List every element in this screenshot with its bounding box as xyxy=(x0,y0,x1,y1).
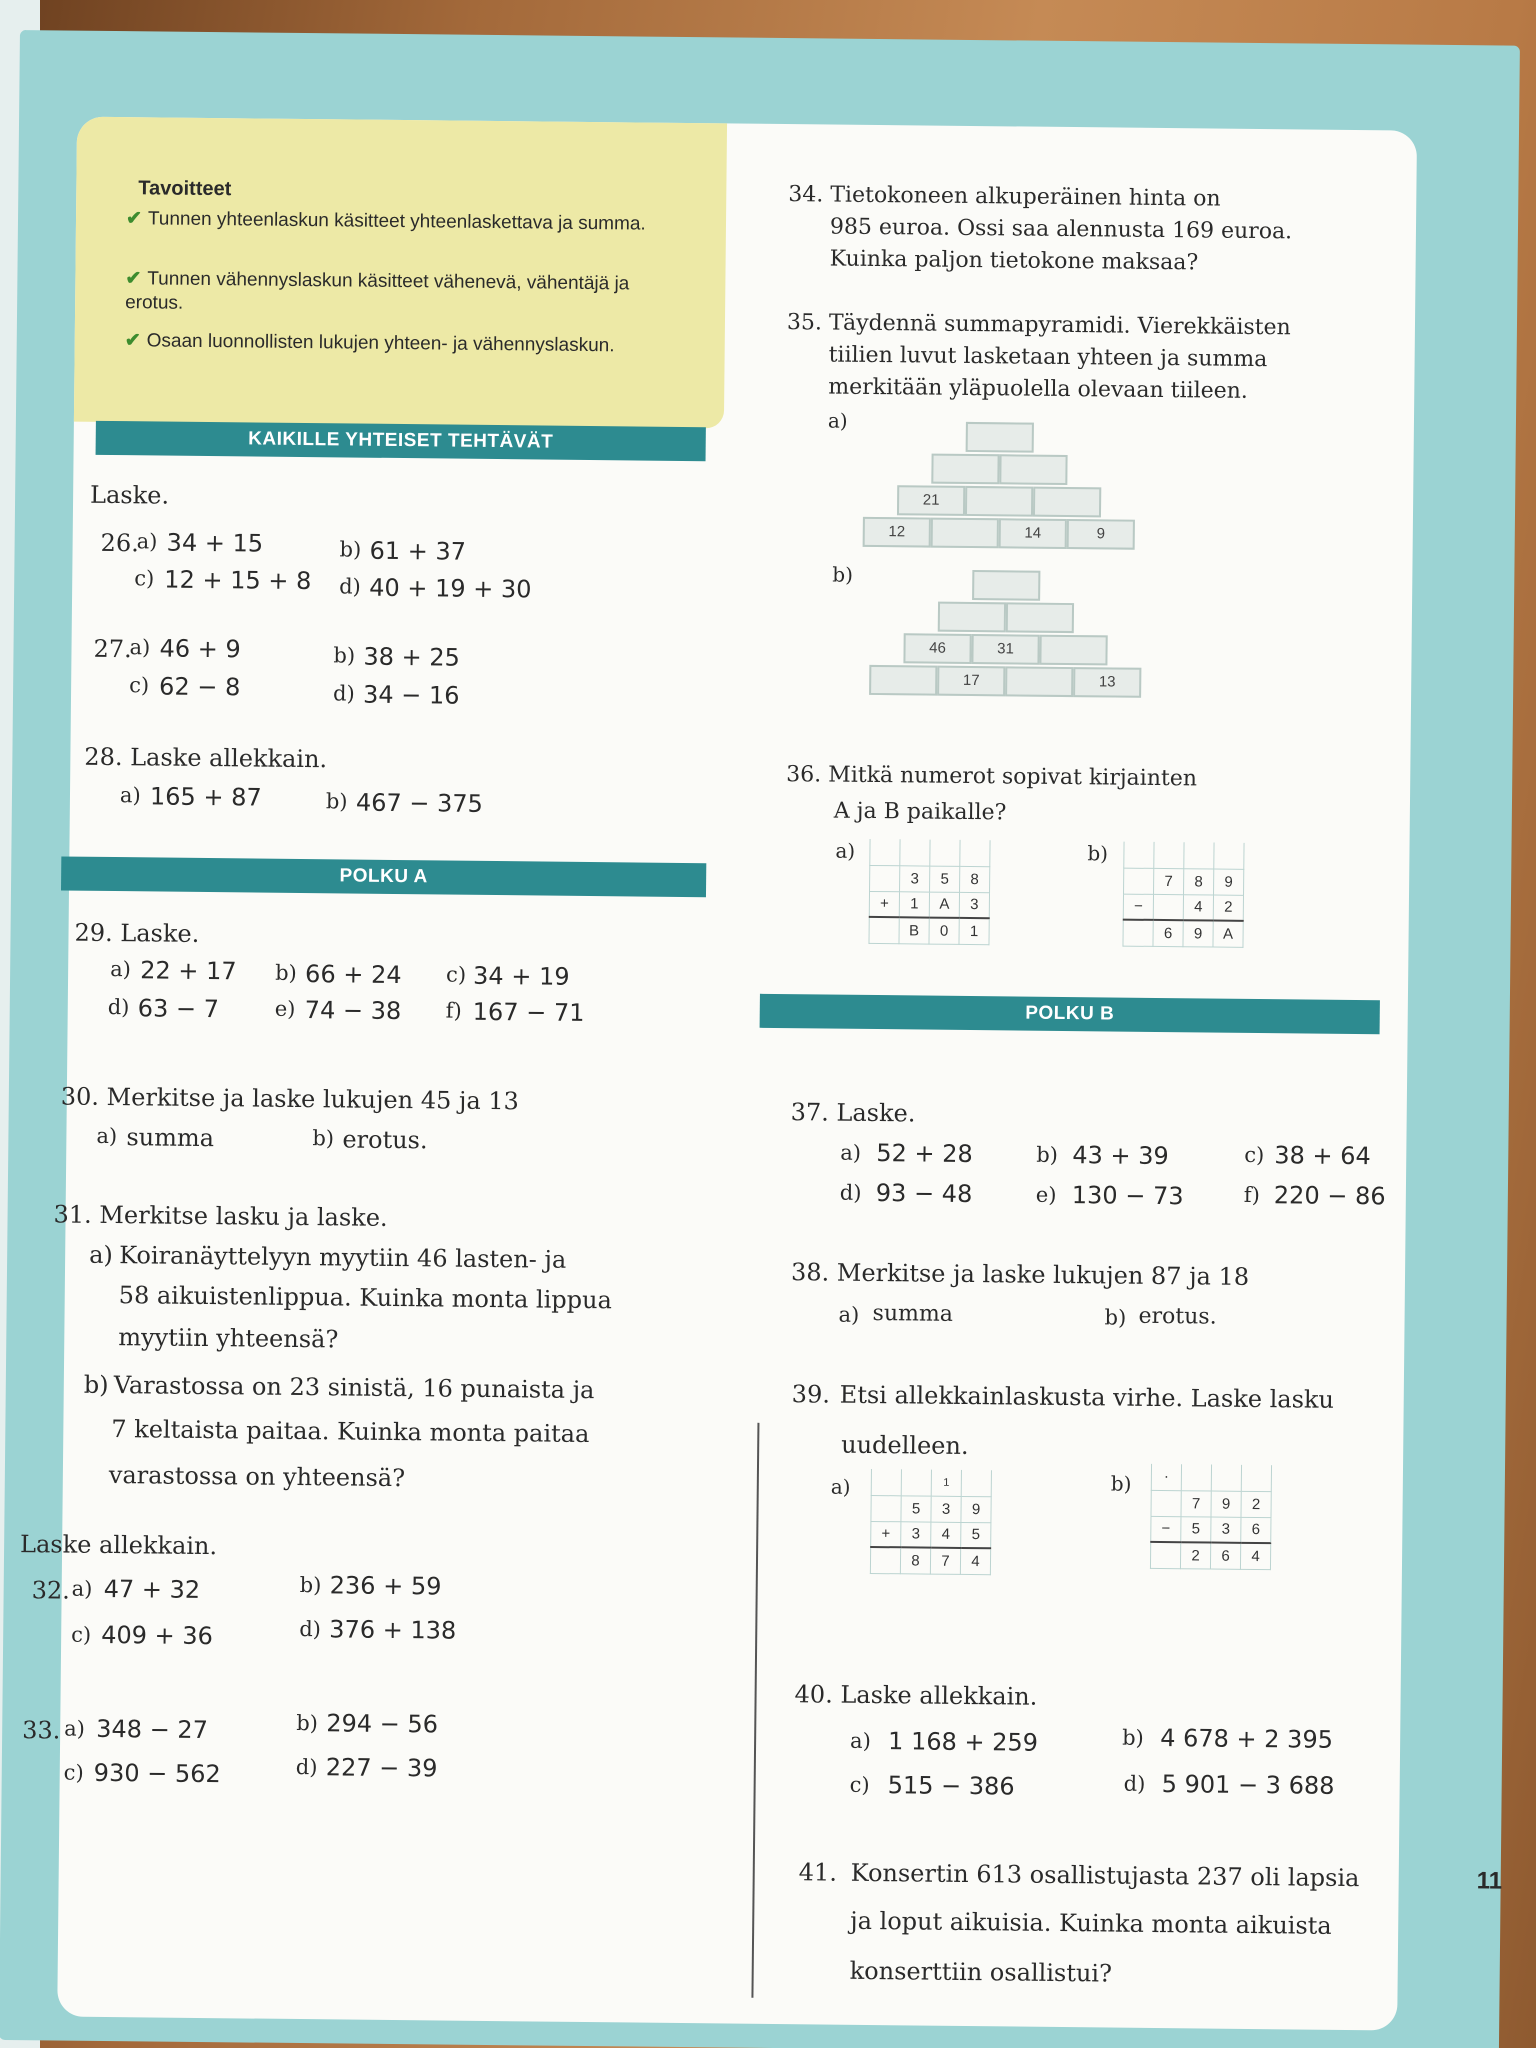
expression: 294 − 56 xyxy=(326,1709,439,1739)
check-icon: ✔ xyxy=(125,268,142,290)
expression: 165 + 87 xyxy=(149,782,262,812)
laske-allekkain-heading: Laske allekkain. xyxy=(19,1530,218,1561)
expression: 38 + 25 xyxy=(363,642,461,672)
grid-cell: − xyxy=(1151,1516,1181,1542)
common-tasks-band: KAIKILLE YHTEISET TEHTÄVÄT xyxy=(96,421,706,461)
pyramid-brick[interactable] xyxy=(999,454,1067,485)
item-label: b) xyxy=(339,537,362,562)
expression: 167 − 71 xyxy=(472,997,585,1027)
goal-item xyxy=(125,329,685,359)
grid-cell: 9 xyxy=(1214,869,1244,895)
item-text: 58 aikuistenlippua. Kuinka monta lippua xyxy=(118,1281,613,1315)
laske-heading: Laske. xyxy=(89,480,170,510)
column-addition-error-grid-a xyxy=(870,1469,992,1575)
item-label: a) xyxy=(136,529,158,554)
item-label: d) xyxy=(107,994,130,1020)
item-text: Tietokoneen alkuperäinen hinta on xyxy=(830,182,1221,212)
expression: 34 + 15 xyxy=(166,528,264,558)
expression: 5 901 − 3 688 xyxy=(1161,1770,1335,1800)
item-label: c) xyxy=(1244,1142,1265,1168)
grid-cell: 5 xyxy=(1181,1516,1211,1542)
grid-cell xyxy=(1154,842,1184,868)
grid-cell: 6 xyxy=(1241,1517,1271,1543)
grid-cell: 6 xyxy=(1210,1543,1240,1569)
grid-cell: 9 xyxy=(1211,1491,1241,1517)
problem-number: 39. xyxy=(791,1380,831,1409)
item-label: c) xyxy=(71,1622,92,1647)
item-text: Koiranäyttelyyn myytiin 46 lasten- ja xyxy=(119,1241,567,1274)
item-label: b) xyxy=(1087,841,1109,866)
expression: 43 + 39 xyxy=(1072,1141,1169,1171)
expression: 34 + 19 xyxy=(472,961,570,991)
problem-title: 28. Laske allekkain. xyxy=(84,742,328,774)
grid-cell: + xyxy=(871,1521,901,1547)
grid-cell xyxy=(1181,1464,1211,1490)
expression: 1 168 + 259 xyxy=(887,1727,1039,1757)
item-text: A ja B paikalle? xyxy=(833,798,1007,826)
grid-cell: + xyxy=(869,891,899,917)
item-label: a) xyxy=(64,1716,86,1741)
expression: 220 − 86 xyxy=(1273,1181,1386,1211)
item-label: a) xyxy=(850,1728,871,1754)
grid-cell xyxy=(961,1470,991,1496)
problem-title: 38. Merkitse ja laske lukujen 87 ja 18 xyxy=(790,1258,1250,1291)
grid-cell: 9 xyxy=(1183,920,1213,946)
pyramid-brick[interactable] xyxy=(1039,635,1107,666)
item-label: d) xyxy=(332,681,355,706)
pyramid-brick[interactable]: 31 xyxy=(971,634,1039,665)
item-text: summa xyxy=(126,1123,215,1153)
pyramid-brick[interactable]: 46 xyxy=(903,633,971,664)
item-label: b) xyxy=(275,960,297,985)
item-text: summa xyxy=(872,1300,954,1327)
item-text: Kuinka paljon tietokone maksaa? xyxy=(829,246,1199,276)
grid-cell xyxy=(871,1495,901,1521)
problem-number: 36. xyxy=(786,762,822,788)
item-label: f) xyxy=(1243,1182,1260,1208)
problem-number: 32. xyxy=(31,1576,70,1605)
grid-cell: 4 xyxy=(960,1548,990,1574)
expression: 38 + 64 xyxy=(1274,1141,1371,1171)
grid-cell xyxy=(1124,868,1154,894)
item-text: varastossa on yhteensä? xyxy=(108,1461,406,1493)
item-text: Varastossa on 23 sinistä, 16 punaista ja xyxy=(113,1371,595,1405)
item-text: ja loput aikuisia. Kuinka monta aikuista xyxy=(850,1906,1332,1940)
expression: 227 − 39 xyxy=(325,1753,438,1783)
item-label: a) xyxy=(71,1576,93,1601)
expression: 22 + 17 xyxy=(140,956,237,986)
grid-cell: 2 xyxy=(1213,895,1243,921)
grid-cell: 5 xyxy=(961,1522,991,1548)
pyramid-brick[interactable] xyxy=(1005,666,1073,697)
item-label: e) xyxy=(274,996,296,1021)
pyramid-brick[interactable] xyxy=(869,665,937,696)
expression: 930 − 562 xyxy=(93,1758,221,1789)
goal-text: Tunnen yhteenlaskun käsitteet yhteenlaskettava ja summa. xyxy=(147,208,646,235)
grid-cell: 1 xyxy=(931,1470,961,1496)
item-label: b) xyxy=(299,1573,322,1598)
expression: 236 + 59 xyxy=(329,1571,442,1601)
grid-cell: 3 xyxy=(931,1496,961,1522)
item-label: a) xyxy=(89,1240,113,1270)
column-addition-grid-a xyxy=(868,839,990,945)
item-text: myytiin yhteensä? xyxy=(118,1323,339,1354)
item-label: b) xyxy=(1110,1471,1132,1496)
grid-cell: 0 xyxy=(929,918,959,944)
pyramid-brick[interactable] xyxy=(966,422,1034,453)
expression: 46 + 9 xyxy=(159,634,241,664)
grid-cell: 8 xyxy=(1184,868,1214,894)
expression: 12 + 15 + 8 xyxy=(164,565,312,596)
goal-item xyxy=(126,207,686,237)
problem-title: 29. Laske. xyxy=(74,918,200,948)
grid-cell: 8 xyxy=(900,1547,930,1573)
item-label: b) xyxy=(1036,1142,1059,1167)
path-b-band: POLKU B xyxy=(760,994,1380,1034)
item-text: erotus. xyxy=(342,1125,428,1155)
grid-cell xyxy=(870,1547,900,1573)
grid-cell: 7 xyxy=(1154,868,1184,894)
expression: 40 + 19 + 30 xyxy=(369,573,532,604)
expression: 74 − 38 xyxy=(304,996,402,1026)
grid-cell: − xyxy=(1123,894,1153,920)
grid-cell: 5 xyxy=(930,866,960,892)
grid-cell xyxy=(870,865,900,891)
pyramid-brick[interactable] xyxy=(1033,487,1101,518)
item-label: b) xyxy=(1104,1305,1127,1330)
item-label: a) xyxy=(835,838,856,863)
item-label: b) xyxy=(1122,1725,1144,1750)
grid-cell xyxy=(960,840,990,866)
item-label: b) xyxy=(325,789,348,814)
item-text: tiilien luvut lasketaan yhteen ja summa xyxy=(828,342,1268,373)
pyramid-brick[interactable] xyxy=(931,518,999,549)
page-number: 11 xyxy=(1476,1867,1503,1895)
problem-number: 34. xyxy=(788,182,824,208)
problem-number: 26. xyxy=(100,528,139,558)
item-label: a) xyxy=(830,1474,851,1499)
problem-title: 31. Merkitse lasku ja laske. xyxy=(53,1200,388,1232)
grid-cell: 2 xyxy=(1180,1542,1210,1568)
grid-cell: · xyxy=(1151,1464,1181,1490)
item-text: 985 euroa. Ossi saa alennusta 169 euroa. xyxy=(829,214,1293,245)
pyramid-brick[interactable] xyxy=(965,486,1033,517)
grid-cell xyxy=(1211,1465,1241,1491)
grid-cell xyxy=(1151,1490,1181,1516)
goal-text: Osaan luonnollisten lukujen yhteen- ja vähennyslaskun. xyxy=(146,330,615,357)
grid-cell: B xyxy=(899,917,929,943)
grid-cell xyxy=(1153,894,1183,920)
item-label: c) xyxy=(446,962,467,987)
item-label: d) xyxy=(299,1617,322,1642)
item-text: Etsi allekkainlaskusta virhe. Laske lasku xyxy=(839,1380,1335,1414)
grid-cell: A xyxy=(1213,921,1243,947)
item-label: a) xyxy=(96,1123,118,1149)
expression: 61 + 37 xyxy=(369,536,467,566)
grid-cell xyxy=(1124,842,1154,868)
item-label: d) xyxy=(839,1180,862,1205)
item-label: b) xyxy=(832,562,854,587)
item-label: a) xyxy=(827,408,848,433)
item-text: merkitään yläpuolella olevaan tiileen. xyxy=(828,374,1249,404)
grid-cell xyxy=(869,917,899,943)
grid-cell: 4 xyxy=(1240,1543,1270,1569)
grid-cell xyxy=(871,1469,901,1495)
check-icon: ✔ xyxy=(125,208,143,230)
item-label: c) xyxy=(849,1772,870,1797)
expression: 376 + 138 xyxy=(329,1615,457,1645)
grid-cell xyxy=(1150,1542,1180,1568)
item-label: b) xyxy=(296,1710,319,1736)
expression: 47 + 32 xyxy=(103,1574,201,1604)
expression: 93 − 48 xyxy=(875,1179,973,1209)
goal-text: Tunnen vähennyslaskun käsitteet vähenevä, vähentäjä ja erotus. xyxy=(125,268,630,314)
pyramid-brick[interactable]: 17 xyxy=(937,666,1005,697)
path-a-band: POLKU A xyxy=(61,856,706,897)
grid-cell xyxy=(930,840,960,866)
goal-item xyxy=(125,267,685,321)
expression: 62 − 8 xyxy=(158,672,241,702)
grid-cell: 9 xyxy=(961,1496,991,1522)
problem-title: 30. Merkitse ja laske lukujen 45 ja 13 xyxy=(60,1082,520,1116)
item-text: uudelleen. xyxy=(841,1430,969,1461)
grid-cell: 3 xyxy=(901,1521,931,1547)
problem-title: 37. Laske. xyxy=(790,1098,916,1128)
grid-cell xyxy=(1241,1465,1271,1491)
pyramid-brick[interactable] xyxy=(1006,602,1074,633)
goals-box xyxy=(74,117,727,429)
item-label: e) xyxy=(1035,1182,1057,1207)
expression: 515 − 386 xyxy=(887,1771,1015,1801)
grid-cell: 4 xyxy=(1183,894,1213,920)
grid-cell: 7 xyxy=(1181,1490,1211,1516)
item-label: a) xyxy=(840,1140,862,1165)
item-label: b) xyxy=(333,643,356,668)
grid-cell xyxy=(1184,842,1214,868)
pyramid-brick[interactable] xyxy=(972,570,1040,601)
pyramid-brick[interactable] xyxy=(938,602,1006,633)
expression: 34 − 16 xyxy=(362,680,460,710)
item-label: a) xyxy=(119,783,141,808)
item-label: f) xyxy=(445,998,462,1023)
expression: 66 + 24 xyxy=(304,960,402,990)
problem-title: 40. Laske allekkain. xyxy=(794,1680,1038,1711)
workbook-page xyxy=(0,30,1520,2048)
item-label: b) xyxy=(312,1126,335,1151)
check-icon: ✔ xyxy=(124,330,141,352)
expression: 348 − 27 xyxy=(96,1714,209,1745)
grid-cell: 3 xyxy=(900,865,930,891)
pyramid-brick[interactable]: 14 xyxy=(999,518,1067,549)
expression: 467 − 375 xyxy=(355,788,484,818)
pyramid-brick[interactable]: 12 xyxy=(863,517,931,548)
item-text: konserttiin osallistui? xyxy=(849,1956,1113,1988)
item-text: erotus. xyxy=(1138,1303,1217,1330)
grid-cell: 4 xyxy=(931,1522,961,1548)
problem-number: 35. xyxy=(786,310,823,336)
expression: 409 + 36 xyxy=(101,1620,214,1651)
expression: 63 − 7 xyxy=(137,994,220,1024)
grid-cell: A xyxy=(929,892,959,918)
grid-cell: 8 xyxy=(960,866,990,892)
item-label: c) xyxy=(63,1760,84,1785)
grid-cell xyxy=(1214,843,1244,869)
item-label: c) xyxy=(129,673,150,698)
grid-cell: 1 xyxy=(959,918,989,944)
item-label: d) xyxy=(1123,1771,1146,1796)
problem-number: 33. xyxy=(22,1716,61,1745)
item-label: a) xyxy=(110,956,132,982)
item-label: a) xyxy=(838,1302,860,1327)
grid-cell xyxy=(1123,920,1153,946)
pyramid-brick[interactable]: 9 xyxy=(1067,519,1135,550)
grid-cell: 7 xyxy=(930,1548,960,1574)
item-label: d) xyxy=(339,574,361,599)
expression: 4 678 + 2 395 xyxy=(1160,1724,1334,1754)
problem-number: 27. xyxy=(93,634,132,664)
grid-cell: 3 xyxy=(1211,1517,1241,1543)
item-text: Täydennä summapyramidi. Vierekkäisten xyxy=(828,310,1291,341)
expression: 52 + 28 xyxy=(876,1139,973,1169)
problem-number: 41. xyxy=(798,1858,838,1887)
item-label: c) xyxy=(134,566,155,591)
pyramid-brick[interactable]: 13 xyxy=(1073,667,1141,698)
grid-cell: 3 xyxy=(959,892,989,918)
item-label: b) xyxy=(83,1370,109,1400)
grid-cell: 5 xyxy=(901,1495,931,1521)
item-label: a) xyxy=(129,635,151,660)
grid-cell xyxy=(870,839,900,865)
item-text: Konsertin 613 osallistujasta 237 oli lapsia xyxy=(850,1858,1360,1893)
item-text: Mitkä numerot sopivat kirjainten xyxy=(828,762,1198,792)
goals-heading: Tavoitteet xyxy=(138,177,232,201)
item-text: 7 keltaista paitaa. Kuinka monta paitaa xyxy=(111,1415,590,1449)
expression: 130 − 73 xyxy=(1071,1181,1184,1211)
grid-cell: 2 xyxy=(1241,1491,1271,1517)
item-label: d) xyxy=(295,1754,318,1780)
grid-cell: 1 xyxy=(899,891,929,917)
grid-cell xyxy=(900,839,930,865)
column-subtraction-grid-b xyxy=(1122,842,1244,948)
grid-cell xyxy=(901,1469,931,1495)
column-subtraction-error-grid-b xyxy=(1150,1464,1272,1570)
grid-cell: 6 xyxy=(1153,920,1183,946)
pyramid-brick[interactable]: 21 xyxy=(897,485,965,516)
pyramid-brick[interactable] xyxy=(931,454,999,485)
